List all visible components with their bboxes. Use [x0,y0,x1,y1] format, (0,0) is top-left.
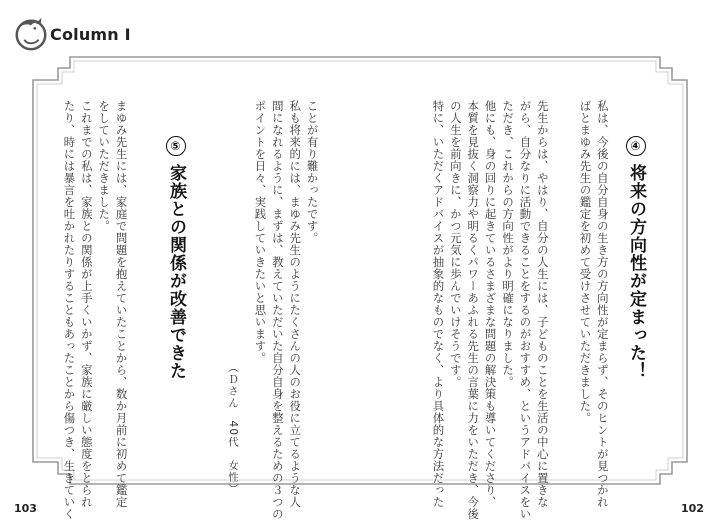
testimonial-signature: （Ｄさん 40代 女性） [227,362,239,495]
paragraph-line: 間になれるように、まずは、教えていただいた自分自身を整えるための３つの [270,100,285,520]
paragraph-line: ことが有り難かったです。 [305,100,320,244]
right-page-body-2 [417,100,551,520]
paragraph-line: たり、時には暴言を吐かれたりすることもあったことから傷つき、生きていく [62,100,77,520]
paragraph-line: まゆみ先生には、家庭で問題を抱えていたことから、数か月前に初めて鑑定 [114,100,129,508]
left-page-body-bottom [60,100,130,520]
section-5-heading [164,136,189,380]
section-4-title: 将来の方向性が定まった！ [626,164,646,380]
paragraph-line: がら、自分なりに活動できることをするのがおすすめ、というアドバイスをい [518,100,533,520]
section-4-number: ④ [626,136,646,156]
right-page-body [576,100,611,508]
paragraph-line: ばとまゆみ先生の鑑定を初めて受けさせていただきました。 [578,100,593,424]
left-page-body-top [251,100,321,520]
paragraph-line: 本質を見抜く洞察力や明るくパワーあふれる先生の言葉に力をいただき、今後 [466,100,481,520]
paragraph-line: 他にも、身の回りに起きているさまざまな問題の解決策も導いてくださり、 [483,100,498,508]
paragraph-line: の人生を前向きに、かつ元気に歩んでいけそうです。 [448,100,463,388]
paragraph-line: ただき、これからの方向性がより明確になりました。 [501,100,516,388]
left-page-number: 103 [14,502,37,515]
paragraph-line: ポイントを日々、実践していきたいと思います。 [253,100,268,364]
right-page-number: 102 [681,502,704,515]
section-5-number: ⑤ [166,136,186,156]
section-4-heading [624,136,649,380]
paragraph-line: 私は、今後の自分自身の生き方の方向性が定まらず、そのヒントが見つかれ [595,100,610,508]
section-5-title: 家族との関係が改善できた [166,164,186,380]
column-label: Column I [50,25,131,44]
paragraph-line: をしていただきました。 [97,100,112,232]
paragraph-line: 私も将来的には、まゆみ先生のようにたくさんの人のお役に立てるような人 [288,100,303,508]
paragraph-line: 特に、いただくアドバイスが抽象的なものでなく、より具体的な方法だった [431,100,446,508]
dragon-emblem-icon [12,14,50,54]
paragraph-line: これまでの私は、家族との関係が上手くいかず、家族に厳しい態度をとられ [79,100,94,508]
paragraph-line: 先生からは、やはり、自分の人生には、子どものことを生活の中心に置きな [535,100,550,508]
